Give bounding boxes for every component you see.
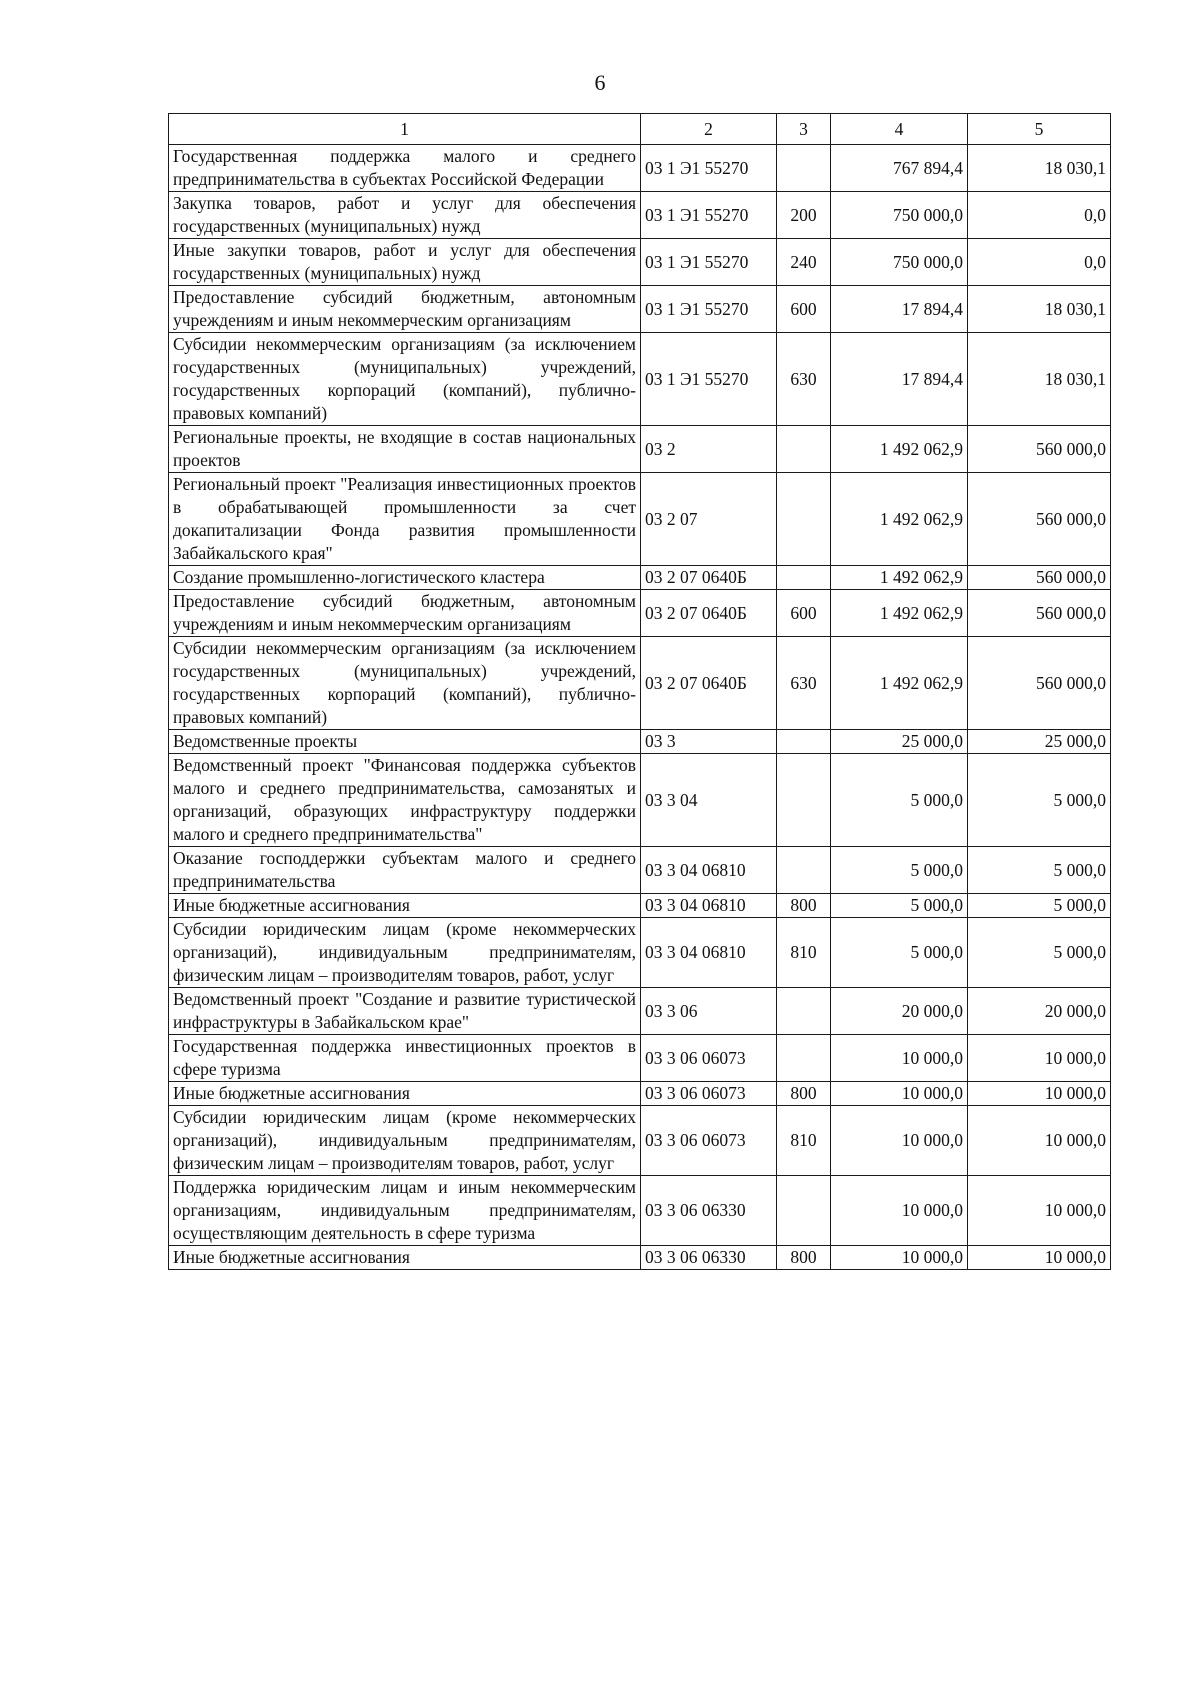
row-value-col5: 560 000,0	[968, 590, 1111, 637]
row-value-col5: 560 000,0	[968, 637, 1111, 730]
row-code: 03 1 Э1 55270	[641, 239, 777, 286]
table-row	[169, 1035, 1111, 1082]
row-value-col4: 1 492 062,9	[831, 590, 968, 637]
row-value-col4: 5 000,0	[831, 847, 968, 894]
row-code: 03 3 06	[641, 988, 777, 1035]
row-name: Поддержка юридическим лицам и иным некоммерческим организациям, индивидуальным предпринимателям, осуществляющим деятельность в сфере туризма	[169, 1176, 641, 1246]
row-value-col5: 10 000,0	[968, 1106, 1111, 1176]
row-name: Субсидии некоммерческим организациям (за исключением государственных (муниципальных) учреждений, государственных корпораций (компаний), публично-правовых компаний)	[169, 637, 641, 730]
row-expense-type	[777, 754, 831, 847]
table-row	[169, 754, 1111, 847]
table-row	[169, 1246, 1111, 1270]
table-row	[169, 145, 1111, 192]
row-name: Ведомственный проект "Финансовая поддержка субъектов малого и среднего предпринимательства, самозанятых и организаций, образующих инфраструктуру поддержки малого и среднего предпринимательства"	[169, 754, 641, 847]
row-code: 03 3 04 06810	[641, 847, 777, 894]
page-number: 6	[594, 70, 606, 95]
row-name: Закупка товаров, работ и услуг для обеспечения государственных (муниципальных) нужд	[169, 192, 641, 239]
table-row	[169, 637, 1111, 730]
row-value-col4: 5 000,0	[831, 918, 968, 988]
row-value-col5: 5 000,0	[968, 754, 1111, 847]
table-row	[169, 333, 1111, 426]
row-name: Региональные проекты, не входящие в состав национальных проектов	[169, 426, 641, 473]
header-col-3: 3	[777, 114, 831, 145]
row-code: 03 3 04 06810	[641, 918, 777, 988]
row-code: 03 2 07 0640Б	[641, 566, 777, 590]
header-col-5: 5	[968, 114, 1111, 145]
row-expense-type	[777, 426, 831, 473]
table-row	[169, 566, 1111, 590]
row-value-col4: 5 000,0	[831, 894, 968, 918]
row-code: 03 3 06 06073	[641, 1106, 777, 1176]
row-expense-type	[777, 730, 831, 754]
row-expense-type	[777, 1035, 831, 1082]
row-value-col5: 18 030,1	[968, 333, 1111, 426]
row-code: 03 2 07 0640Б	[641, 590, 777, 637]
row-value-col4: 10 000,0	[831, 1176, 968, 1246]
row-value-col4: 750 000,0	[831, 239, 968, 286]
row-expense-type: 800	[777, 894, 831, 918]
row-value-col5: 0,0	[968, 192, 1111, 239]
row-value-col5: 18 030,1	[968, 286, 1111, 333]
row-value-col4: 5 000,0	[831, 754, 968, 847]
row-value-col5: 560 000,0	[968, 566, 1111, 590]
row-value-col4: 767 894,4	[831, 145, 968, 192]
row-value-col4: 25 000,0	[831, 730, 968, 754]
row-expense-type: 240	[777, 239, 831, 286]
row-value-col5: 25 000,0	[968, 730, 1111, 754]
row-name: Создание промышленно-логистического кластера	[169, 566, 641, 590]
row-value-col4: 10 000,0	[831, 1246, 968, 1270]
table-row	[169, 590, 1111, 637]
row-code: 03 2	[641, 426, 777, 473]
row-name: Иные бюджетные ассигнования	[169, 1246, 641, 1270]
row-expense-type	[777, 145, 831, 192]
row-code: 03 3 04 06810	[641, 894, 777, 918]
row-name: Региональный проект "Реализация инвестиционных проектов в обрабатывающей промышленности за счет докапитализации Фонда развития промышленности Забайкальского края"	[169, 473, 641, 566]
row-name: Предоставление субсидий бюджетным, автономным учреждениям и иным некоммерческим организациям	[169, 286, 641, 333]
row-value-col4: 750 000,0	[831, 192, 968, 239]
row-value-col5: 10 000,0	[968, 1176, 1111, 1246]
row-value-col5: 0,0	[968, 239, 1111, 286]
table-row	[169, 239, 1111, 286]
row-expense-type: 800	[777, 1246, 831, 1270]
row-value-col4: 1 492 062,9	[831, 566, 968, 590]
row-expense-type: 810	[777, 918, 831, 988]
row-expense-type: 800	[777, 1082, 831, 1106]
row-value-col5: 10 000,0	[968, 1082, 1111, 1106]
row-value-col4: 20 000,0	[831, 988, 968, 1035]
row-value-col4: 10 000,0	[831, 1082, 968, 1106]
row-value-col5: 560 000,0	[968, 426, 1111, 473]
row-expense-type	[777, 473, 831, 566]
table-row	[169, 1176, 1111, 1246]
table-row	[169, 894, 1111, 918]
row-value-col4: 10 000,0	[831, 1106, 968, 1176]
table-row	[169, 918, 1111, 988]
header-col-4: 4	[831, 114, 968, 145]
header-col-1: 1	[169, 114, 641, 145]
row-name: Государственная поддержка инвестиционных проектов в сфере туризма	[169, 1035, 641, 1082]
row-code: 03 3 06 06330	[641, 1176, 777, 1246]
row-expense-type	[777, 1176, 831, 1246]
header-col-2: 2	[641, 114, 777, 145]
row-value-col5: 10 000,0	[968, 1035, 1111, 1082]
table-row	[169, 473, 1111, 566]
table-row	[169, 847, 1111, 894]
row-code: 03 3	[641, 730, 777, 754]
row-expense-type: 600	[777, 286, 831, 333]
row-value-col5: 5 000,0	[968, 847, 1111, 894]
table-header	[169, 114, 1111, 145]
row-code: 03 1 Э1 55270	[641, 192, 777, 239]
row-name: Оказание господдержки субъектам малого и среднего предпринимательства	[169, 847, 641, 894]
row-code: 03 2 07 0640Б	[641, 637, 777, 730]
row-expense-type	[777, 988, 831, 1035]
row-value-col4: 10 000,0	[831, 1035, 968, 1082]
row-code: 03 3 04	[641, 754, 777, 847]
row-expense-type: 630	[777, 637, 831, 730]
row-code: 03 3 06 06073	[641, 1082, 777, 1106]
row-name: Ведомственный проект "Создание и развитие туристической инфраструктуры в Забайкальском крае"	[169, 988, 641, 1035]
row-expense-type: 200	[777, 192, 831, 239]
row-code: 03 1 Э1 55270	[641, 145, 777, 192]
row-value-col4: 1 492 062,9	[831, 426, 968, 473]
row-expense-type	[777, 847, 831, 894]
row-value-col4: 1 492 062,9	[831, 473, 968, 566]
table-row	[169, 1082, 1111, 1106]
row-value-col4: 1 492 062,9	[831, 637, 968, 730]
row-value-col4: 17 894,4	[831, 333, 968, 426]
table-row	[169, 988, 1111, 1035]
table-row	[169, 286, 1111, 333]
row-expense-type	[777, 566, 831, 590]
row-name: Иные бюджетные ассигнования	[169, 1082, 641, 1106]
row-code: 03 1 Э1 55270	[641, 333, 777, 426]
row-name: Субсидии юридическим лицам (кроме некоммерческих организаций), индивидуальным предпринимателям, физическим лицам – производителям товаров, работ, услуг	[169, 918, 641, 988]
table-body	[169, 145, 1111, 1270]
header-row	[169, 114, 1111, 145]
table-row	[169, 426, 1111, 473]
row-value-col5: 5 000,0	[968, 918, 1111, 988]
row-name: Субсидии юридическим лицам (кроме некоммерческих организаций), индивидуальным предпринимателям, физическим лицам – производителям товаров, работ, услуг	[169, 1106, 641, 1176]
row-expense-type: 600	[777, 590, 831, 637]
row-code: 03 3 06 06330	[641, 1246, 777, 1270]
row-name: Предоставление субсидий бюджетным, автономным учреждениям и иным некоммерческим организациям	[169, 590, 641, 637]
row-value-col5: 18 030,1	[968, 145, 1111, 192]
row-expense-type: 810	[777, 1106, 831, 1176]
row-value-col5: 20 000,0	[968, 988, 1111, 1035]
row-name: Иные закупки товаров, работ и услуг для обеспечения государственных (муниципальных) нужд	[169, 239, 641, 286]
budget-table	[168, 113, 1111, 1270]
row-name: Ведомственные проекты	[169, 730, 641, 754]
row-value-col4: 17 894,4	[831, 286, 968, 333]
row-code: 03 2 07	[641, 473, 777, 566]
row-value-col5: 10 000,0	[968, 1246, 1111, 1270]
table-row	[169, 1106, 1111, 1176]
row-code: 03 1 Э1 55270	[641, 286, 777, 333]
row-expense-type: 630	[777, 333, 831, 426]
row-code: 03 3 06 06073	[641, 1035, 777, 1082]
table-row	[169, 192, 1111, 239]
row-name: Субсидии некоммерческим организациям (за исключением государственных (муниципальных) учреждений, государственных корпораций (компаний), публично-правовых компаний)	[169, 333, 641, 426]
row-name: Государственная поддержка малого и среднего предпринимательства в субъектах Российской Федерации	[169, 145, 641, 192]
row-value-col5: 560 000,0	[968, 473, 1111, 566]
row-value-col5: 5 000,0	[968, 894, 1111, 918]
table-row	[169, 730, 1111, 754]
row-name: Иные бюджетные ассигнования	[169, 894, 641, 918]
